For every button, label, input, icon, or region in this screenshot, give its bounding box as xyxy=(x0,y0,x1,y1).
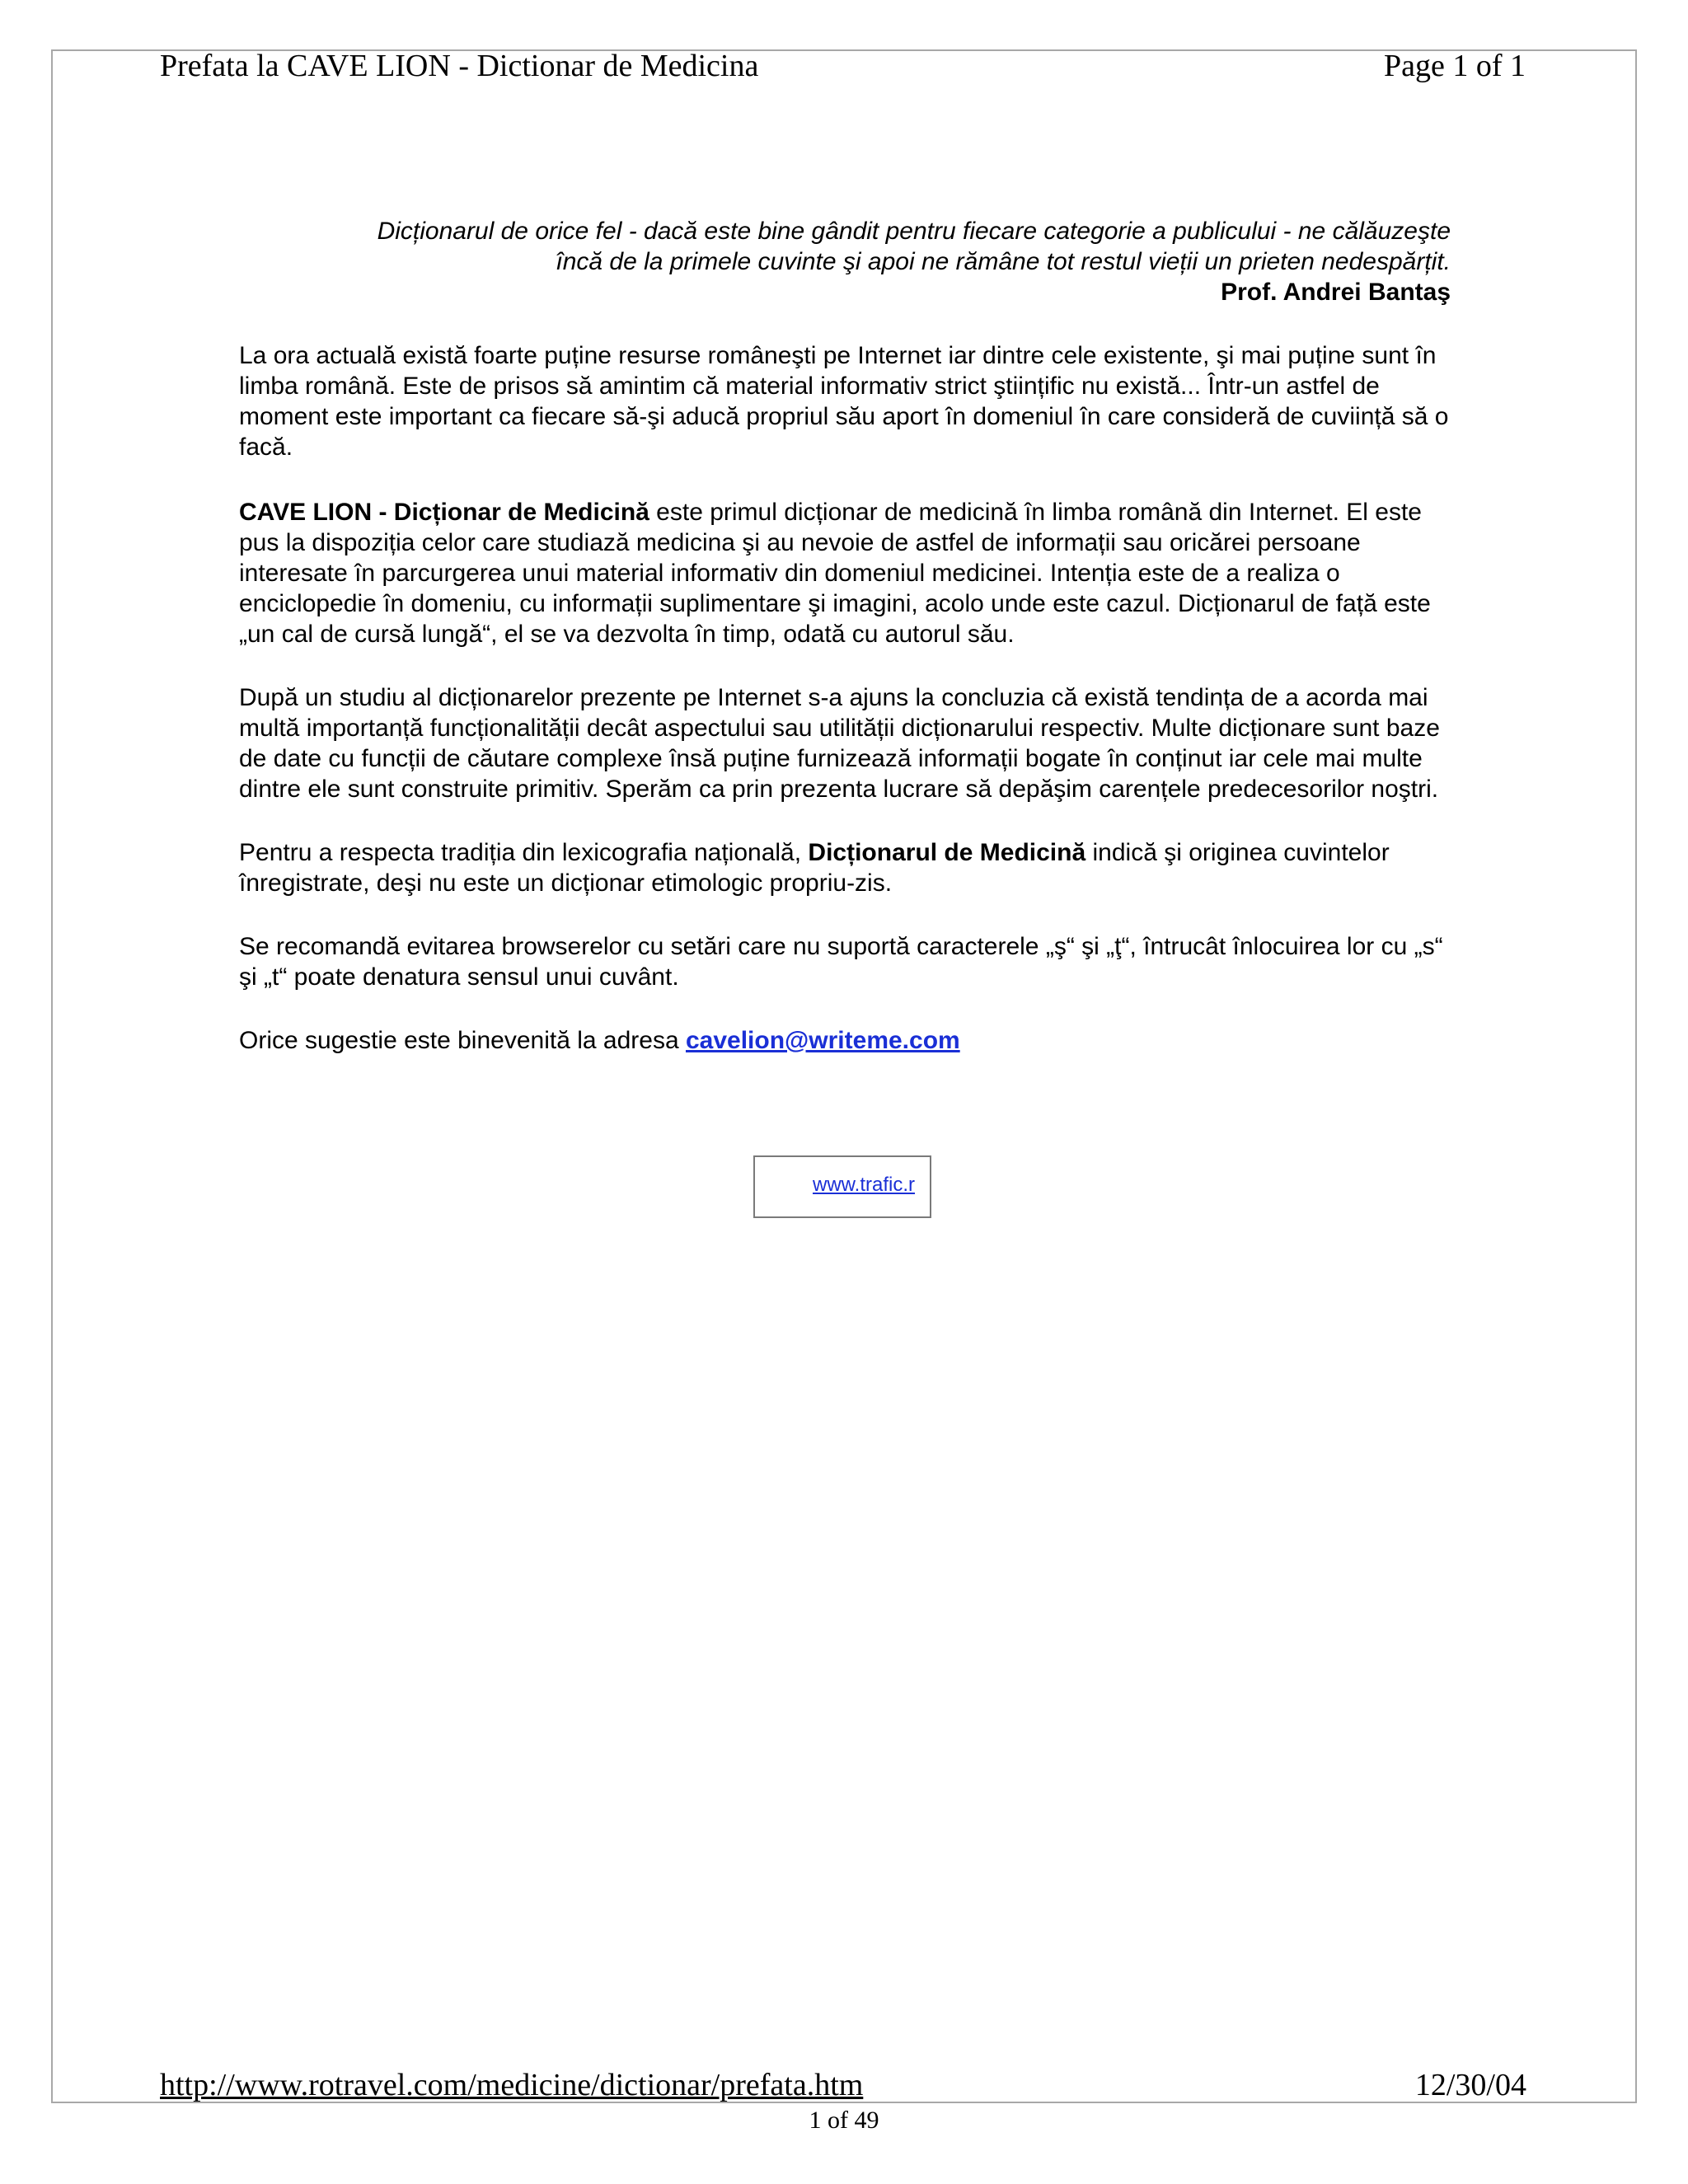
email-link[interactable]: cavelion@writeme.com xyxy=(685,1027,960,1054)
paragraph-study: După un studiu al dicționarelor prezente pe Internet s-a ajuns la concluzia că există tendința de a acorda mai multă importanță funcționalității decât aspectului sau utilității dicționarului respectiv. Multe dicționare sunt baze de date cu funcții de căutare complexe însă puține furnizează informații bogate în conținut iar cele mai multe dintre ele sunt construite primitiv. Sperăm ca prin prezenta lucrare să depăşim carențele predecesorilor noştri. xyxy=(239,684,1440,803)
traffic-counter-link[interactable]: www.trafic.r xyxy=(813,1174,916,1196)
paragraph-tradition-after: indică şi originea cuvintelor înregistrate, deşi nu este un dicționar etimologic propriu-zis. xyxy=(239,839,1390,897)
paragraph-contact xyxy=(239,1025,1451,1056)
page-title: Prefata la CAVE LION - Dictionar de Medicina xyxy=(160,49,759,83)
paragraph-tradition-before: Pentru a respecta tradiția din lexicografia națională, xyxy=(239,839,809,866)
footer-date: 12/30/04 xyxy=(1414,2068,1526,2102)
epigraph-author: Prof. Andrei Bantaş xyxy=(1221,279,1451,306)
footer-url: http://www.rotravel.com/medicine/dictionar/prefata.htm xyxy=(160,2068,864,2102)
paragraph-about xyxy=(239,497,1451,649)
paragraph-about-text: este primul dicționar de medicină în limba română din Internet. El este pus la dispoziția celor care studiază medicina şi au nevoie de astfel de informații sau oricărei persoane interesate în parcurgerea unui material informativ din domeniul medicinei. Intenția este de a realiza o enciclopedie în domeniu, cu informații suplimentare şi imagini, acolo unde este cazul. Dicționarul de față este „un cal de cursă lungă“, el se va dezvolta în timp, odată cu autorul său. xyxy=(239,499,1431,648)
paragraph-intro: La ora actuală există foarte puține resurse româneşti pe Internet iar dintre cele existente, şi mai puține sunt în limba română. Este de prisos să amintim că material informativ strict ştiințific nu există... Într-un astfel de moment este important ca fiecare să-şi aducă propriul său aport în domeniul în care consideră de cuviință să o facă. xyxy=(239,342,1449,461)
dictionary-name: CAVE LION - Dicționar de Medicină xyxy=(239,499,649,526)
traffic-counter-box[interactable] xyxy=(753,1155,931,1218)
paragraph-tradition xyxy=(239,837,1451,898)
paragraph-browser-note: Se recomandă evitarea browserelor cu setări care nu suportă caracterele „ş“ şi „ţ“, întrucât înlocuirea lor cu „s“ şi „t“ poate denatura sensul unui cuvânt. xyxy=(239,933,1443,991)
epigraph-quote xyxy=(239,216,1451,277)
paragraph-contact-text: Orice sugestie este binevenită la adresa xyxy=(239,1027,686,1054)
dictionary-name-short: Dicționarul de Medicină xyxy=(808,839,1086,866)
footer-page-count: 1 of 49 xyxy=(809,2107,879,2134)
epigraph-line-2: încă de la primele cuvinte şi apoi ne rămâne tot restul vieții un prieten nedespărțit. xyxy=(556,248,1451,275)
epigraph-line-1: Dicționarul de orice fel - dacă este bine gândit pentru fiecare categorie a publicului - ne călăuzeşte xyxy=(377,218,1451,245)
page-indicator: Page 1 of 1 xyxy=(1383,49,1526,83)
document-body xyxy=(239,216,1451,1089)
